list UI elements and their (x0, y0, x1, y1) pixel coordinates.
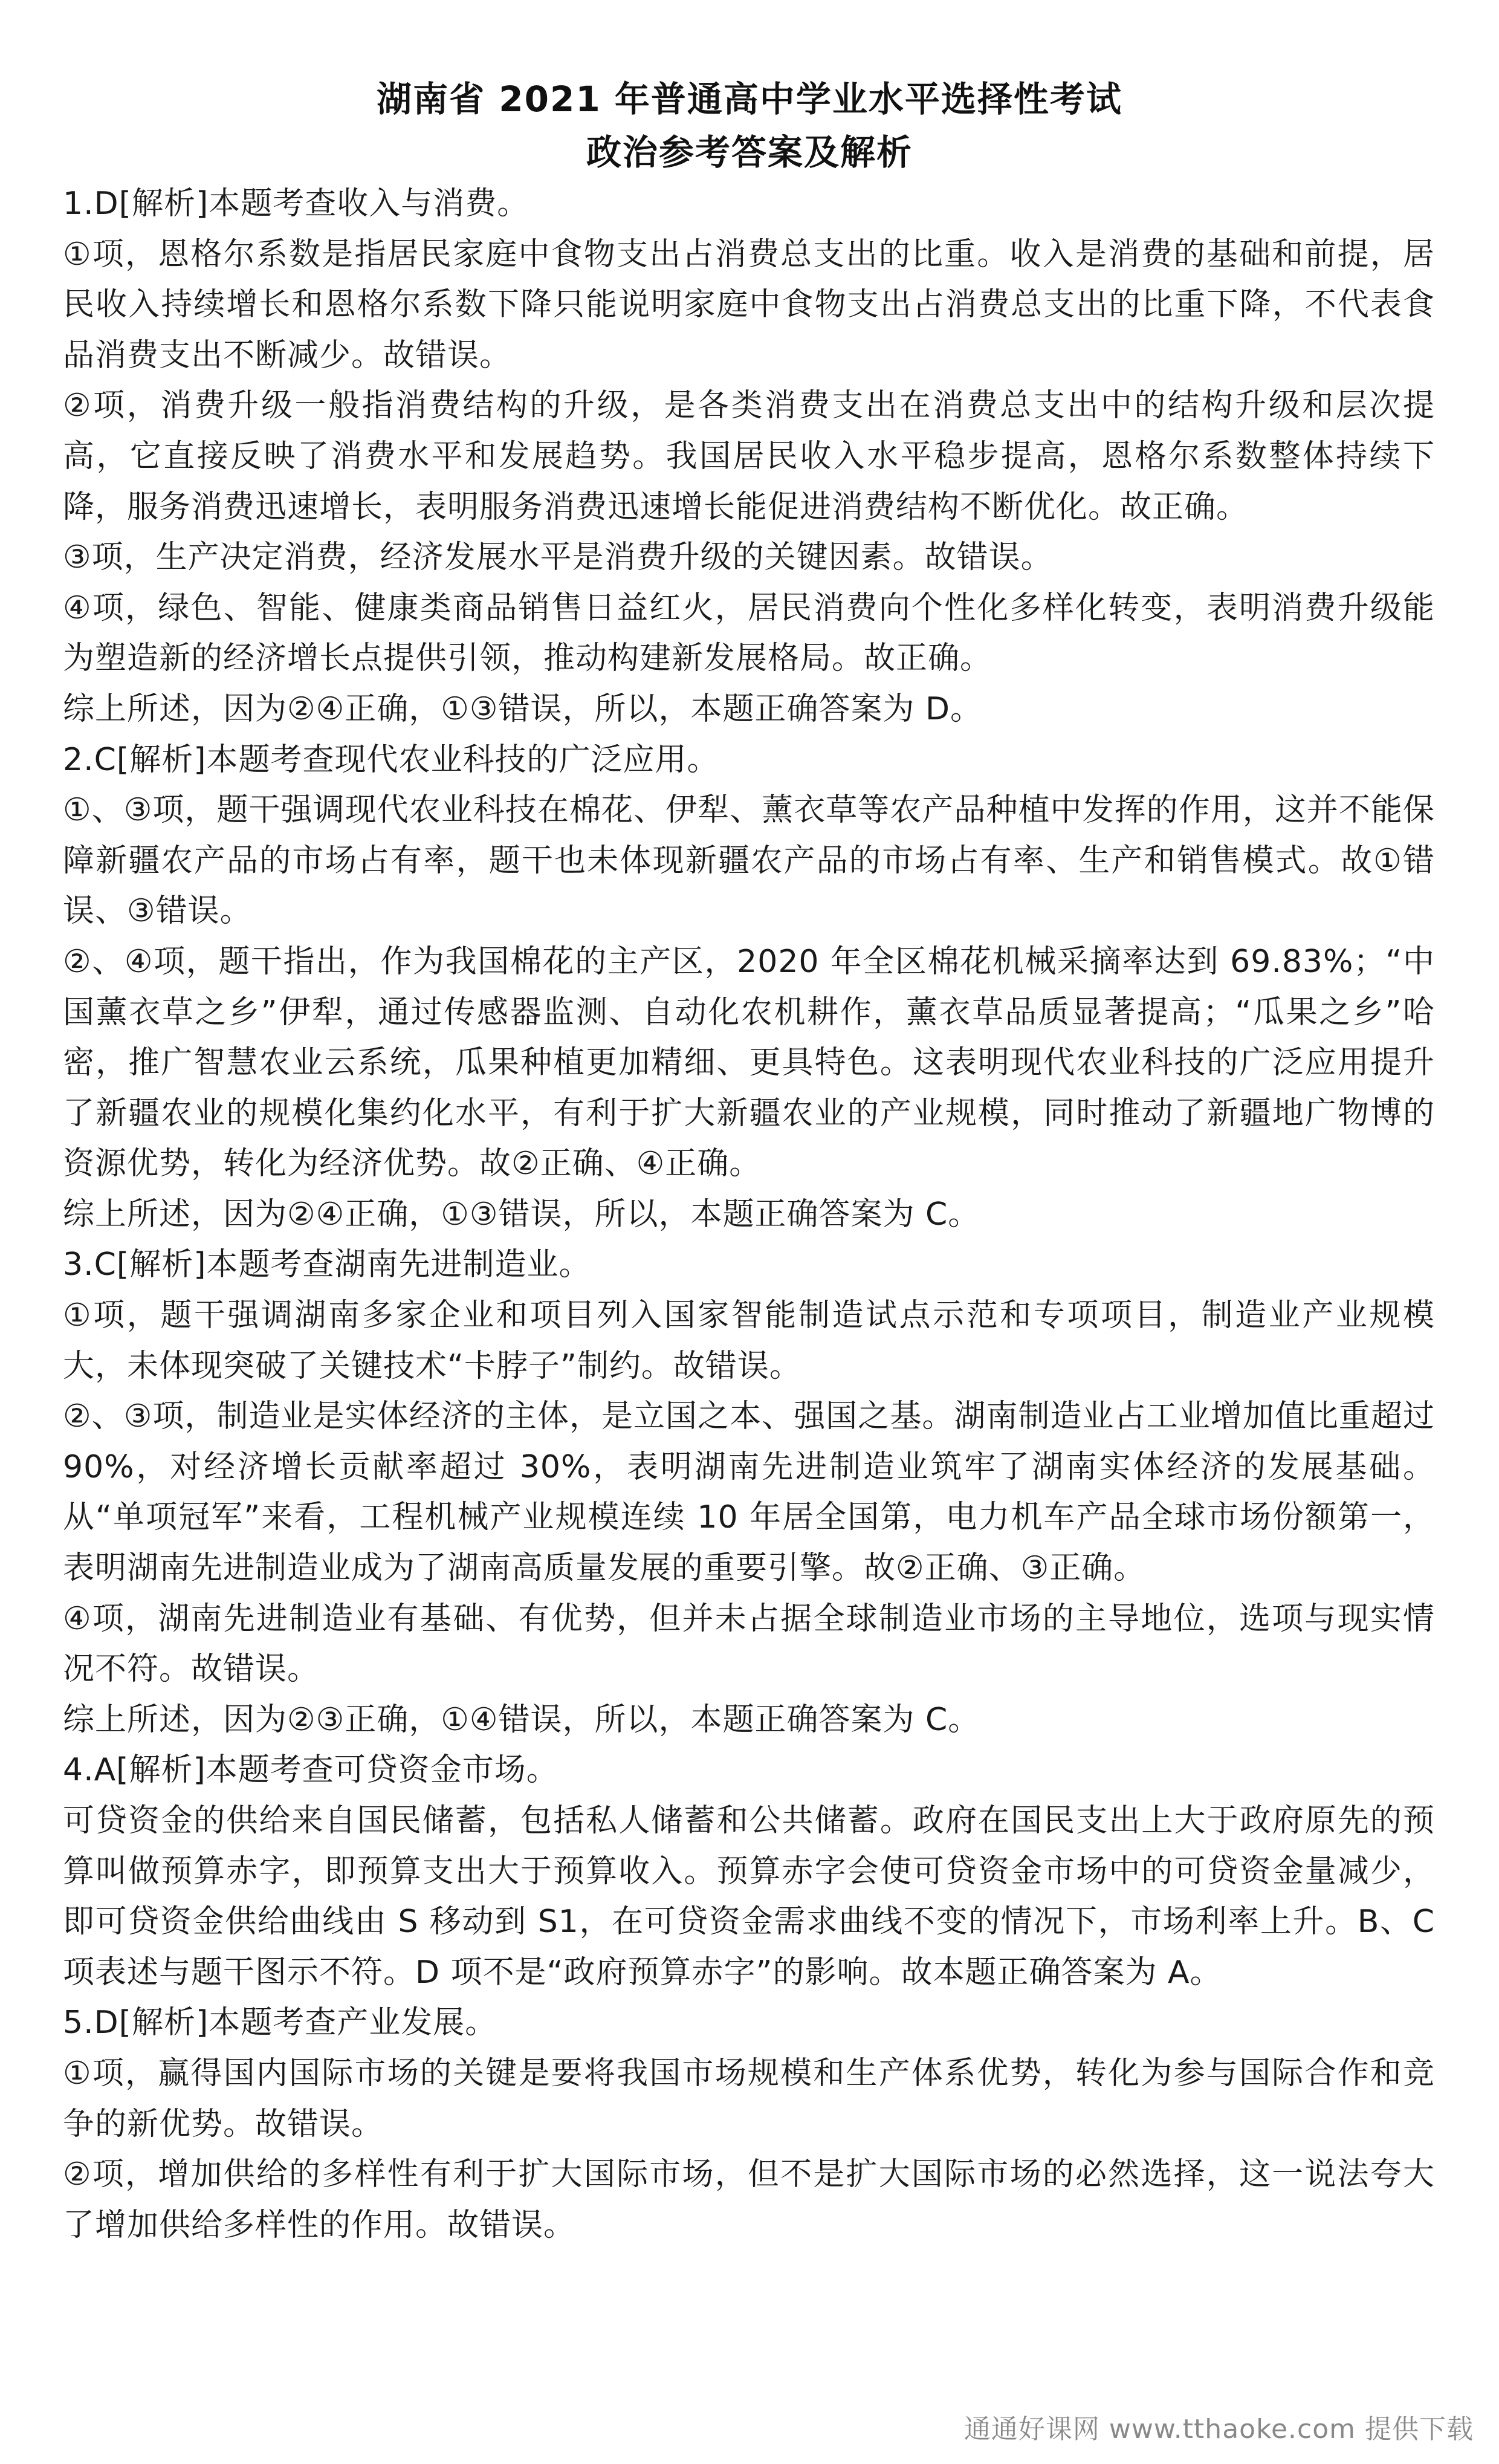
q3-option-2-3: ②、③项，制造业是实体经济的主体，是立国之本、强国之基。湖南制造业占工业增加值比重超过 90%，对经济增长贡献率超过 30%，表明湖南先进制造业筑牢了湖南实体经济的发展基础。从“单项冠军”来看，工程机械产业规模连续 10 年居全国第，电力机车产品全球市场份额第一，表明湖南先进制造业成为了湖南高质量发展的重要引擎。故②正确、③正确。 (63, 1398, 1435, 1587)
q2-summary: 综上所述，因为②④正确，①③错误，所以，本题正确答案为 C。 (63, 1196, 980, 1233)
q2-option-2-4: ②、④项，题干指出，作为我国棉花的主产区，2020 年全区棉花机械采摘率达到 69.83%；“中国薰衣草之乡”伊犁，通过传感器监测、自动化农机耕作，薰衣草品质显著提高；“瓜果之乡”哈密，推广智慧农业云系统，瓜果种植更加精细、更具特色。这表明现代农业科技的广泛应用提升了新疆农业的规模化集约化水平，有利于扩大新疆农业的产业规模，同时推动了新疆地广物博的资源优势，转化为经济优势。故②正确、④正确。 (63, 943, 1435, 1182)
q1-option-4: ④项，绿色、智能、健康类商品销售日益红火，居民消费向个性化多样化转变，表明消费升级能为塑造新的经济增长点提供引领，推动构建新发展格局。故正确。 (63, 589, 1435, 677)
q3-option-4: ④项，湖南先进制造业有基础、有优势，但并未占据全球制造业市场的主导地位，选项与现实情况不符。故错误。 (63, 1600, 1435, 1688)
answer-body (63, 179, 1435, 2251)
document-subtitle: 政治参考答案及解析 (586, 132, 913, 173)
q5-option-1: ①项，赢得国内国际市场的关键是要将我国市场规模和生产体系优势，转化为参与国际合作和竞争的新优势。故错误。 (63, 2055, 1435, 2142)
footer-watermark: 通通好课网 www.tthaoke.com 提供下载 (963, 2414, 1474, 2445)
q3-option-1: ①项，题干强调湖南多家企业和项目列入国家智能制造试点示范和专项项目，制造业产业规模大，未体现突破了关键技术“卡脖子”制约。故错误。 (63, 1297, 1435, 1384)
q4-heading: 4.A[解析]本题考查可贷资金市场。 (63, 1752, 558, 1789)
q2-heading: 2.C[解析]本题考查现代农业科技的广泛应用。 (63, 741, 719, 778)
q1-heading: 1.D[解析]本题考查收入与消费。 (63, 186, 529, 222)
q1-summary: 综上所述，因为②④正确，①③错误，所以，本题正确答案为 D。 (63, 690, 983, 727)
q5-heading: 5.D[解析]本题考查产业发展。 (63, 2005, 497, 2041)
q1-option-3: ③项，生产决定消费，经济发展水平是消费升级的关键因素。故错误。 (63, 539, 1053, 576)
q3-summary: 综上所述，因为②③正确，①④错误，所以，本题正确答案为 C。 (63, 1701, 980, 1738)
q5-option-2: ②项，增加供给的多样性有利于扩大国际市场，但不是扩大国际市场的必然选择，这一说法夸大了增加供给多样性的作用。故错误。 (63, 2156, 1435, 2243)
q3-heading: 3.C[解析]本题考查湖南先进制造业。 (63, 1247, 591, 1283)
q1-option-1: ①项，恩格尔系数是指居民家庭中食物支出占消费总支出的比重。收入是消费的基础和前提，居民收入持续增长和恩格尔系数下降只能说明家庭中食物支出占消费总支出的比重下降，不代表食品消费支出不断减少。故错误。 (63, 236, 1435, 374)
q4-explanation: 可贷资金的供给来自国民储蓄，包括私人储蓄和公共储蓄。政府在国民支出上大于政府原先的预算叫做预算赤字，即预算支出大于预算收入。预算赤字会使可贷资金市场中的可贷资金量减少，即可贷资金供给曲线由 S 移动到 S1，在可贷资金需求曲线不变的情况下，市场利率上升。B、C 项表述与题干图示不符。D 项不是“政府预算赤字”的影响。故本题正确答案为 A。 (63, 1803, 1435, 1991)
document-title: 湖南省 2021 年普通高中学业水平选择性考试 (377, 79, 1122, 120)
title-block (0, 73, 1499, 179)
q2-option-1-3: ①、③项，题干强调现代农业科技在棉花、伊犁、薰衣草等农产品种植中发挥的作用，这并不能保障新疆农产品的市场占有率，题干也未体现新疆农产品的市场占有率、生产和销售模式。故①错误、③错误。 (63, 792, 1435, 930)
q1-option-2: ②项，消费升级一般指消费结构的升级，是各类消费支出在消费总支出中的结构升级和层次提高，它直接反映了消费水平和发展趋势。我国居民收入水平稳步提高，恩格尔系数整体持续下降，服务消费迅速增长，表明服务消费迅速增长能促进消费结构不断优化。故正确。 (63, 387, 1435, 525)
